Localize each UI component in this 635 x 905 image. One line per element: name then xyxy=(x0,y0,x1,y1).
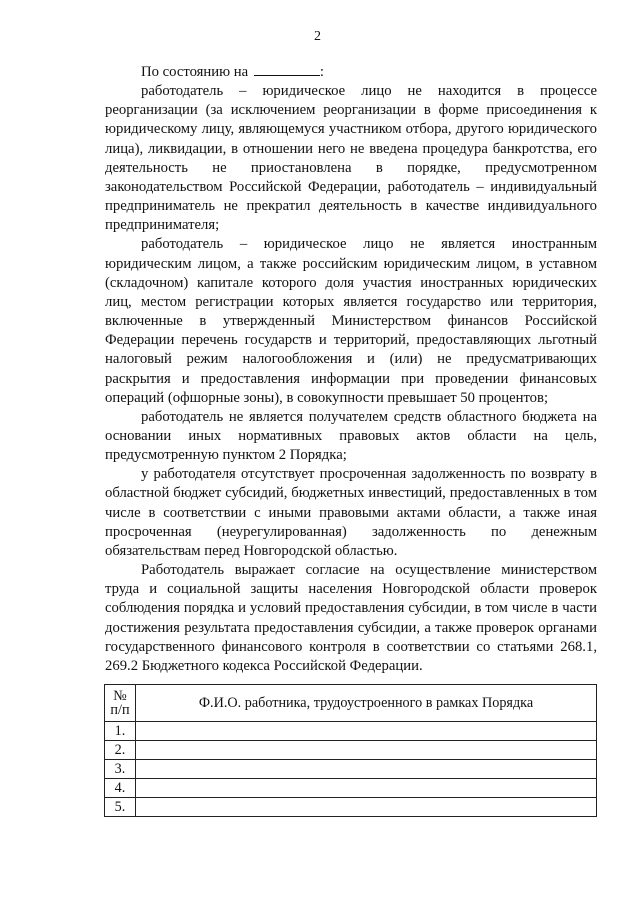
paragraph-consent: Работодатель выражает согласие на осуществление министерством труда и социальной защиты населения Новгородской области проверок соблюдения порядка и условий предоставления субсидии, в том числе в части достижения результата предоставления субсидии, а также проверок органами государственного финансового контроля в соответствии со статьями 268.1, 269.2 Бюджетного кодекса Российской Федерации. xyxy=(105,562,597,674)
table-row xyxy=(105,722,597,741)
table-row xyxy=(105,741,597,760)
row-number: 2. xyxy=(105,741,136,760)
table-row xyxy=(105,760,597,779)
header-number xyxy=(105,685,136,722)
table-row xyxy=(105,798,597,817)
header-worker-name: Ф.И.О. работника, трудоустроенного в рамках Порядка xyxy=(136,685,597,722)
header-number-symbol: № xyxy=(113,688,127,704)
paragraph-foreign-entity: работодатель – юридическое лицо не является иностранным юридическим лицом, а также российским юридическим лицом, в уставном (складочном) капитале которого доля участия иностранных юридических лиц, местом регистрации которых является государство или территория, включенные в утвержденный Министерством финансов Российской Федерации перечень государств и территорий, предоставляющих льготный налоговый режим налогообложения и (или) не предусматривающих раскрытия и предоставления информации при проведении финансовых операций (офшорные зоны), в совокупности превышает 50 процентов; xyxy=(105,236,597,406)
workers-table xyxy=(104,684,597,817)
status-date-suffix: : xyxy=(319,64,324,80)
page-number: 2 xyxy=(314,29,321,44)
row-number: 1. xyxy=(105,722,136,741)
paragraph-reorganization: работодатель – юридическое лицо не находится в процессе реорганизации (за исключением реорганизации в форме присоединения к юридическому лицу, являющемуся участником отбора, другого юридического лица), ликвидации, в отношении него не введена процедура банкротства, его деятельность не приостановлена в порядке, предусмотренном законодательством Российской Федерации, работодатель – индивидуальный предприниматель не прекратил деятельность в качестве индивидуального предпринимателя; xyxy=(105,83,597,234)
row-number: 3. xyxy=(105,760,136,779)
paragraph-debt: у работодателя отсутствует просроченная задолженность по возврату в областной бюджет субсидий, бюджетных инвестиций, предоставленных в том числе в соответствии с иными правовыми актами области, а также иная просроченная (неурегулированная) задолженность по денежным обязательствам перед Новгородской областью. xyxy=(105,466,597,559)
document-body xyxy=(105,61,597,676)
worker-name-cell xyxy=(136,722,597,741)
table-header-row xyxy=(105,685,597,722)
row-number: 4. xyxy=(105,779,136,798)
status-date-line xyxy=(105,61,597,82)
paragraph-budget-funds: работодатель не является получателем средств областного бюджета на основании иных нормативных правовых актов области на цель, предусмотренную пунктом 2 Порядка; xyxy=(105,408,597,464)
status-date-label: По состоянию на xyxy=(141,64,249,80)
row-number: 5. xyxy=(105,798,136,817)
worker-name-cell xyxy=(136,760,597,779)
date-blank-field xyxy=(254,61,320,76)
worker-name-cell xyxy=(136,741,597,760)
header-number-abbr: п/п xyxy=(110,702,130,718)
worker-name-cell xyxy=(136,798,597,817)
table-row xyxy=(105,779,597,798)
worker-name-cell xyxy=(136,779,597,798)
